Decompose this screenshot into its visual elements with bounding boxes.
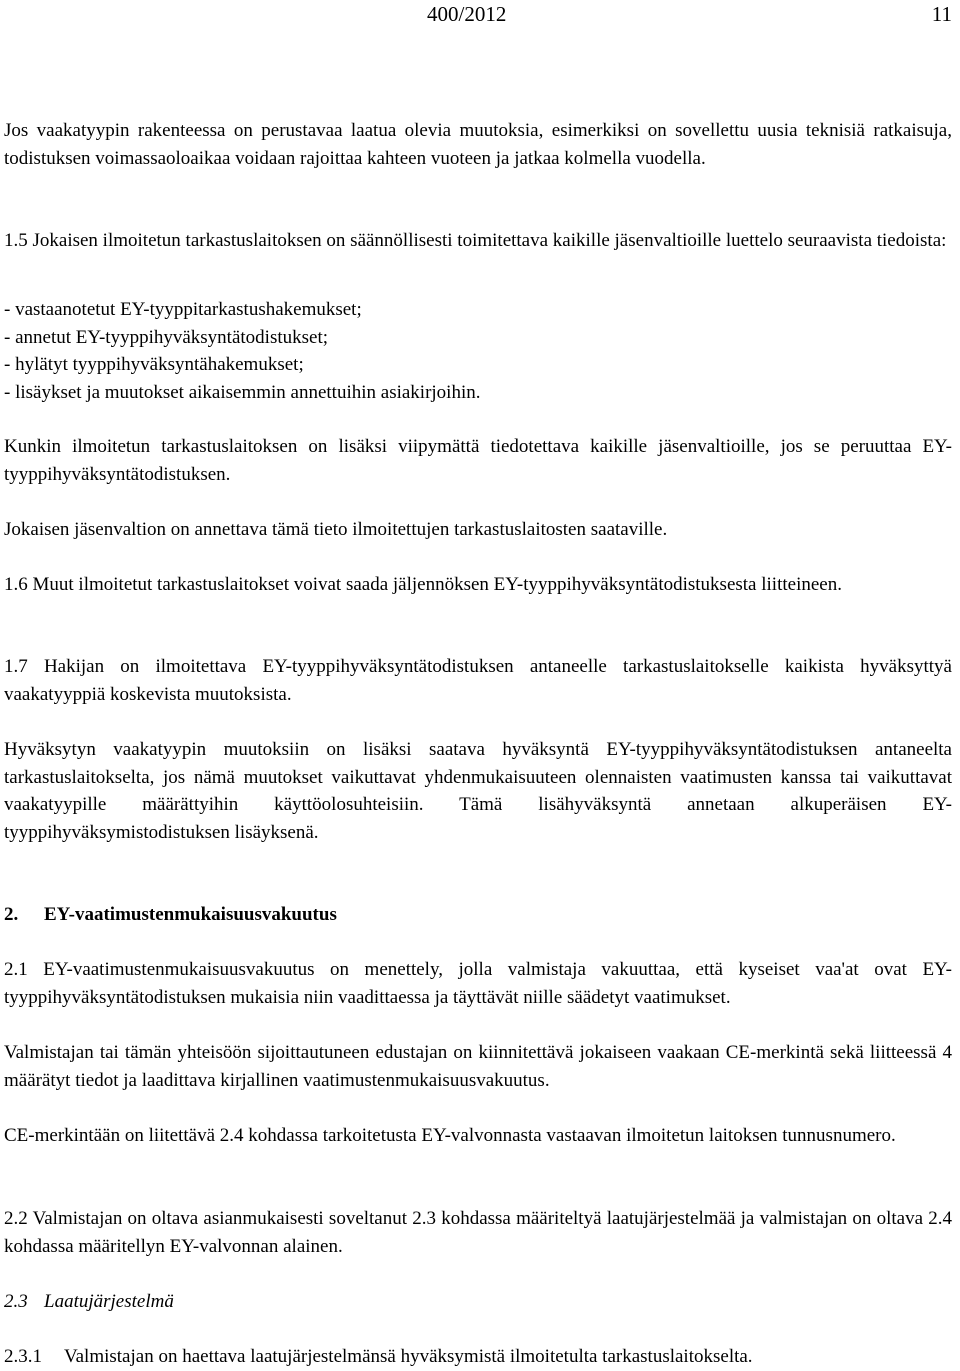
paragraph-1-7: 1.7 Hakijan on ilmoitettava EY-tyyppihyväksyntätodistuksen antaneelle tarkastuslaitokselle kaikista hyväksyttyä vaakatyyppiä koskevista muutoksista. <box>4 656 952 705</box>
document-number: 400/2012 <box>427 2 507 26</box>
section-number: 2. <box>4 904 19 925</box>
section-title: EY-vaatimustenmukaisuusvakuutus <box>44 904 337 925</box>
paragraph-ce-merkinta: CE-merkintään on liitettävä 2.4 kohdassa tarkoitetusta EY-valvonnasta vastaavan ilmoitetun laitoksen tunnusnumero. <box>4 1125 896 1146</box>
paragraph-valmistajan: Valmistajan tai tämän yhteisöön sijoittautuneen edustajan on kiinnitettävä jokaiseen vaakaan CE-merkintä sekä liitteessä 4 määrätyt tiedot ja laadittava kirjallinen vaatimustenmukaisuusvakuutus. <box>4 1042 952 1091</box>
subsection-heading-2-3 <box>4 1288 952 1316</box>
section-heading-2 <box>4 901 952 929</box>
list-item: - vastaanotetut EY-tyyppitarkastushakemukset; <box>4 299 362 320</box>
paragraph-intro: Jos vaakatyypin rakenteessa on perustavaa laatua olevia muutoksia, esimerkiksi on sovellettu uusia teknisiä ratkaisuja, todistuksen voimassaoloaikaa voidaan rajoittaa kahteen vuoteen ja jatkaa kolmella vuodella. <box>4 120 952 169</box>
paragraph-hyvaksytyn: Hyväksytyn vaakatyypin muutoksiin on lisäksi saatava hyväksyntä EY-tyyppihyväksyntätodistuksen antaneelta tarkastuslaitokselta, jos nämä muutokset vaikuttavat yhdenmukaisuuteen olennaisten vaatimusten kanssa tai vaikuttavat vaakatyypille määrättyihin käyttöolosuhteisiin. Tämä lisähyväksyntä annetaan alkuperäisen EY-tyyppihyväksymistodistuksen lisäyksenä. <box>4 739 952 843</box>
list-item: - lisäykset ja muutokset aikaisemmin annettuihin asiakirjoihin. <box>4 381 481 403</box>
paragraph-kunkin: Kunkin ilmoitetun tarkastuslaitoksen on lisäksi viipymättä tiedotettava kaikille jäsenvaltioille, jos se peruuttaa EY-tyyppihyväksyntätodistuksen. <box>4 436 952 485</box>
subsection-number: 2.3 <box>4 1291 28 1312</box>
paragraph-text: Valmistajan on haettava laatujärjestelmänsä hyväksymistä ilmoitetulta tarkastuslaitokselta. <box>64 1346 753 1367</box>
paragraph-1-6: 1.6 Muut ilmoitetut tarkastuslaitokset voivat saada jäljennöksen EY-tyyppihyväksyntätodistuksesta liitteineen. <box>4 574 842 595</box>
paragraph-2-2: 2.2 Valmistajan on oltava asianmukaisesti soveltanut 2.3 kohdassa määriteltyä laatujärjestelmää ja valmistajan on oltava 2.4 kohdassa määritellyn EY-valvonnan alainen. <box>4 1208 952 1257</box>
bullet-list <box>4 296 952 406</box>
paragraph-2-1: 2.1 EY-vaatimustenmukaisuusvakuutus on menettely, jolla valmistaja vakuuttaa, että kyseiset vaa'at ovat EY-tyyppihyväksyntätodistuksen mukaisia niin vaadittaessa ja täyttävät niille säädetyt vaatimukset. <box>4 959 952 1008</box>
subsection-title: Laatujärjestelmä <box>44 1291 174 1312</box>
paragraph-number: 2.3.1 <box>4 1346 42 1367</box>
list-item: - hylätyt tyyppihyväksyntähakemukset; <box>4 354 304 375</box>
paragraph-2-3-1 <box>4 1343 952 1371</box>
page-number: 11 <box>931 2 952 26</box>
list-item: - annetut EY-tyyppihyväksyntätodistukset; <box>4 326 329 348</box>
paragraph-1-5: 1.5 Jokaisen ilmoitetun tarkastuslaitoksen on säännöllisesti toimitettava kaikille jäsenvaltioille luettelo seuraavista tiedoista: <box>4 230 947 251</box>
paragraph-jokaisen: Jokaisen jäsenvaltion on annettava tämä tieto ilmoitettujen tarkastuslaitosten saataville. <box>4 519 668 540</box>
